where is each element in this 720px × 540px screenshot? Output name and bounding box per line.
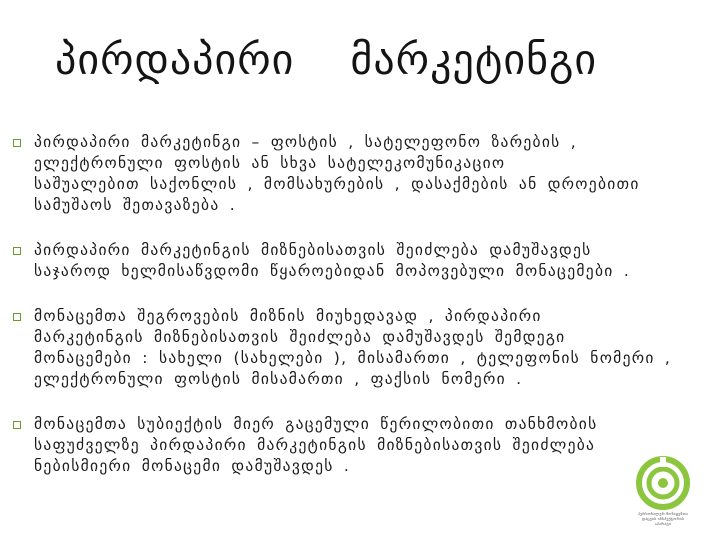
bullet-list [0, 132, 720, 501]
bullet-text: მონაცემთა სუბიექტის მიერ გაცემული წერილობითი თანხმობის საფუძველზე პირდაპირი მარკეტინგის მიზნებისათვის შეიძლება ნებისმიერი მონაცემი დამუშავდეს . [34, 415, 598, 475]
slide-title-part2: მარკეტინგი [350, 35, 598, 84]
square-bullet-icon [13, 247, 21, 255]
bullet-text: პირდაპირი მარკეტინგის მიზნებისათვის შეიძლება დამუშავდეს საჯაროდ ხელმისაწვდომი წყაროებიდან მოპოვებული მონაცემები . [34, 241, 631, 280]
square-bullet-icon [13, 421, 21, 429]
logo-caption [620, 511, 706, 526]
bullet-item-3 [0, 306, 720, 390]
logo-gap [660, 457, 666, 467]
logo-caption-line3: აპარატი [654, 521, 672, 526]
bullet-item-4 [0, 414, 720, 477]
bullet-text: მონაცემთა შეგროვების მიზნის მიუხედავად , პირდაპირი მარკეტინგის მიზნებისათვის შეიძლება დამუშავდეს შემდეგი მონაცემები : სახელი (სახელები ), მისამართი , ტელეფონის ნომერი , ელექტრონული ფოსტის მისამართი , ფაქსის ნომერი . [34, 307, 672, 388]
bullet-item-2 [0, 240, 720, 282]
logo-inner-dot [658, 478, 668, 488]
logo-caption-line2: დაცვის ინსპექტორის [641, 516, 685, 521]
slide-title-part1: პირდაპირი [55, 35, 295, 84]
square-bullet-icon [13, 139, 21, 147]
bullet-text: პირდაპირი მარკეტინგი – ფოსტის , სატელეფონო ზარების , ელექტრონული ფოსტის ან სხვა სატელეკომუნიკაციო საშუალებით საქონლის , მომსახურების , დასაქმების ან დროებითი სამუშაოს შეთავაზება . [34, 133, 640, 214]
organization-logo [620, 455, 706, 535]
logo-caption-line1: პერსონალურ მონაცემთა [638, 511, 688, 516]
green-concentric-circles-logo-icon [620, 455, 706, 511]
slide-title [55, 30, 675, 90]
bullet-item-1 [0, 132, 720, 216]
square-bullet-icon [13, 313, 21, 321]
